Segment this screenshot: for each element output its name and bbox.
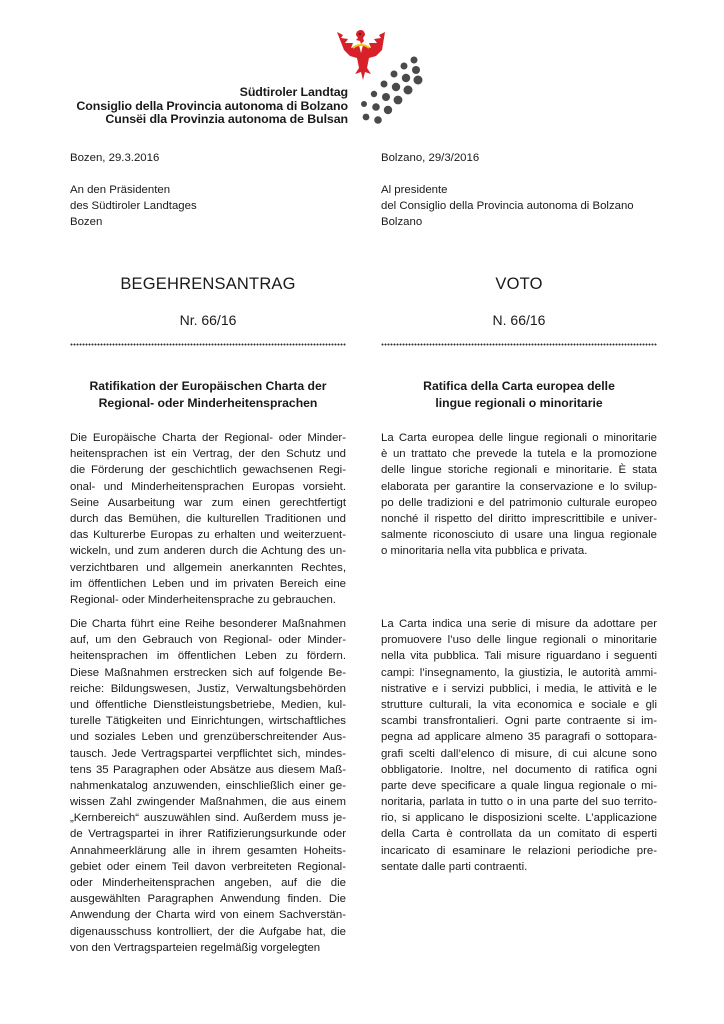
address-italian xyxy=(381,182,657,230)
org-name-ladin: Cunsëi dla Provinzia autonoma de Bulsan xyxy=(105,112,348,127)
german-column xyxy=(70,150,346,954)
address-line: del Consiglio della Provincia autonoma di Bolzano xyxy=(381,200,634,212)
paragraph-line: Annahmeerklärung alle in ihrem gesamten Hoheits- xyxy=(70,844,346,857)
paragraph-line: parte deve specificare a quale lingua regionale o mi- xyxy=(381,779,657,792)
paragraph-line: nahmenkatalog anzuwenden, einschließlich einer ge- xyxy=(70,779,346,792)
dotted-separator xyxy=(381,343,657,346)
date-italian: Bolzano, 29/3/2016 xyxy=(381,152,480,164)
paragraph-line: und öffentliche Dienstleistungsbetriebe, Medien, kul- xyxy=(70,698,346,711)
paragraph-german-1 xyxy=(70,430,346,608)
dots-logo-icon xyxy=(352,56,432,126)
date-german: Bozen, 29.3.2016 xyxy=(70,152,160,164)
address-german xyxy=(70,182,346,230)
paragraph-line: gebiet oder einem Teil davon verbreiteten Regional- xyxy=(70,860,346,873)
title-line: Regional- oder Minderheitensprachen xyxy=(98,396,318,410)
paragraph-german-2 xyxy=(70,616,346,956)
paragraph-line: auf, um den Gebrauch von Regional- oder Minder- xyxy=(70,634,346,647)
paragraph-line: und soziales Leben und grenzüberschreitender Aus- xyxy=(70,731,346,744)
address-line: Al presidente xyxy=(381,184,448,196)
paragraph-line: rio, si applicano le disposizioni scelte. L’applicazione xyxy=(381,812,657,825)
paragraph-line: incaricato di esaminare le relazioni periodiche pre- xyxy=(381,844,657,857)
title-line: Ratifikation der Europäischen Charta der xyxy=(89,379,327,393)
paragraph-line: La Carta europea delle lingue regionali o minoritarie xyxy=(381,432,657,444)
paragraph-line: o minoritaria nella vita pubblica e privata. xyxy=(381,545,588,558)
org-name-german: Südtiroler Landtag xyxy=(239,85,348,99)
paragraph-line: scambi transfrontalieri. Ogni parte contraente si im- xyxy=(381,715,657,728)
address-line: Bozen xyxy=(70,216,103,228)
organization-name xyxy=(76,86,348,127)
paragraph-line: salmente riconosciuto di usare una lingua regionale xyxy=(381,529,657,542)
paragraph-line: die Förderung der geschichtlich gewachsenen Regi- xyxy=(70,464,346,477)
paragraph-line: „Kernbereich“ auszuwählen sind. Außerdem muss je- xyxy=(70,812,346,825)
paragraph-line: ausgewählten Paragraphen Anwendung finden. Die xyxy=(70,893,346,906)
paragraph-line: Regional- oder Minderheitensprache zu gebrauchen. xyxy=(70,593,336,606)
paragraph-line: wickeln, und zum anderen durch die Achtung des un- xyxy=(70,545,346,558)
paragraph-line: Anwendung der Charta wird von einem Sachverstän- xyxy=(70,909,346,922)
paragraph-line: campi: l’insegnamento, la giustizia, le autorità ammi- xyxy=(381,666,657,679)
paragraph-line: durch das Bemühen, die kulturellen Traditionen und xyxy=(70,512,346,525)
italian-column xyxy=(381,150,657,873)
document-type-italian: VOTO xyxy=(495,275,543,293)
title-italian xyxy=(381,378,657,412)
title-german xyxy=(70,378,346,412)
paragraph-italian-2 xyxy=(381,616,657,875)
paragraph-line: delle lingue storiche regionali e minoritarie. È stata xyxy=(381,464,657,477)
paragraph-line: verzichtbaren und allgemein anerkannten Rechtes, xyxy=(70,561,346,574)
paragraph-line: pegna ad applicare almeno 35 paragrafi o sottopara- xyxy=(381,731,657,744)
document-number-italian: N. 66/16 xyxy=(492,312,546,328)
paragraph-line: è un trattato che prevede la tutela e la promozione xyxy=(381,448,657,461)
letterhead xyxy=(0,0,724,140)
paragraph-line: Die Charta führt eine Reihe besonderer Maßnahmen xyxy=(70,618,346,630)
paragraph-line: reiche: Bildungswesen, Justiz, Verwaltungsbehörden xyxy=(70,682,346,695)
paragraph-line: von den Vertragsparteien regelmäßig vorgelegten xyxy=(70,941,321,954)
paragraph-line: Diese Maßnahmen erstrecken sich auf folgende Be- xyxy=(70,666,346,679)
address-line: Bolzano xyxy=(381,216,423,228)
paragraph-line: La Carta indica una serie di misure da adottare per xyxy=(381,618,657,630)
paragraph-line: Die Europäische Charta der Regional- oder Minder- xyxy=(70,432,346,444)
paragraph-line: della Carta è controllata da un comitato di esperti xyxy=(381,828,657,841)
paragraph-line: nonché il rispetto del diritto imprescrittibile e univer- xyxy=(381,512,657,525)
paragraph-line: po delle tradizioni e del patrimonio culturale europeo xyxy=(381,496,657,509)
paragraph-line: digenausschuss kontrolliert, der die Aufgabe hat, die xyxy=(70,925,346,938)
paragraph-line: heitensprachen im öffentlichen Leben zu fördern. xyxy=(70,650,346,663)
paragraph-line: nistrative e i servizi pubblici, i media, le attività e le xyxy=(381,682,657,695)
paragraph-line: im öffentlichen Leben und im privaten Bereich eine xyxy=(70,577,346,590)
paragraph-line: oder Minderheitensprachen angeben, auf die die xyxy=(70,877,346,889)
paragraph-line: wissen Zahl zwingender Maßnahmen, die aus einem xyxy=(70,796,346,809)
paragraph-line: grafi scelti dall’elenco di misure, di cui alcune sono xyxy=(381,747,657,760)
paragraph-line: noritaria, parlata in tutto o in una parte del suo territo- xyxy=(381,796,657,809)
org-name-italian: Consiglio della Provincia autonoma di Bolzano xyxy=(76,98,348,113)
title-line: Ratifica della Carta europea delle xyxy=(423,379,615,393)
paragraph-line: das Kulturerbe Europas zu erhalten und weiterzuent- xyxy=(70,529,346,542)
paragraph-line: tens 35 Paragraphen oder Absätze aus diesem Maß- xyxy=(70,763,346,776)
paragraph-line: Seine Ausarbeitung war zum einen gerechtfertigt xyxy=(70,496,346,509)
paragraph-line: elaborata per garantire la conservazione e lo svilup- xyxy=(381,480,657,493)
document-type-german: BEGEHRENSANTRAG xyxy=(120,275,296,293)
paragraph-line: turelle Tätigkeiten und Einrichtungen, wirtschaftliches xyxy=(70,715,346,728)
paragraph-line: tausch. Jede Vertragspartei verpflichtet sich, mindes- xyxy=(70,747,346,760)
paragraph-line: de Vertragspartei in ihrer Ratifizierungsurkunde oder xyxy=(70,828,346,841)
paragraph-line: strutture culturali, la vita economica e sociale e gli xyxy=(381,698,657,711)
address-line: des Südtiroler Landtages xyxy=(70,200,197,212)
paragraph-line: onal- und Minderheitensprachen Europas vorsieht. xyxy=(70,480,346,493)
dotted-separator xyxy=(70,343,346,346)
paragraph-italian-1 xyxy=(381,430,657,560)
title-line: lingue regionali o minoritarie xyxy=(435,396,603,410)
paragraph-line: sentate dalle parti contraenti. xyxy=(381,860,528,873)
document-number-german: Nr. 66/16 xyxy=(179,312,237,328)
paragraph-line: heitensprachen ist ein Vertrag, der den Schutz und xyxy=(70,448,346,461)
paragraph-line: obbligatorie. Inoltre, nel documento di ratifica ogni xyxy=(381,763,657,776)
paragraph-line: promuovere l’uso delle lingue regionali o minoritarie xyxy=(381,634,657,647)
paragraph-line: nella vita pubblica. Tali misure riguardano i seguenti xyxy=(381,650,657,663)
address-line: An den Präsidenten xyxy=(70,184,171,196)
